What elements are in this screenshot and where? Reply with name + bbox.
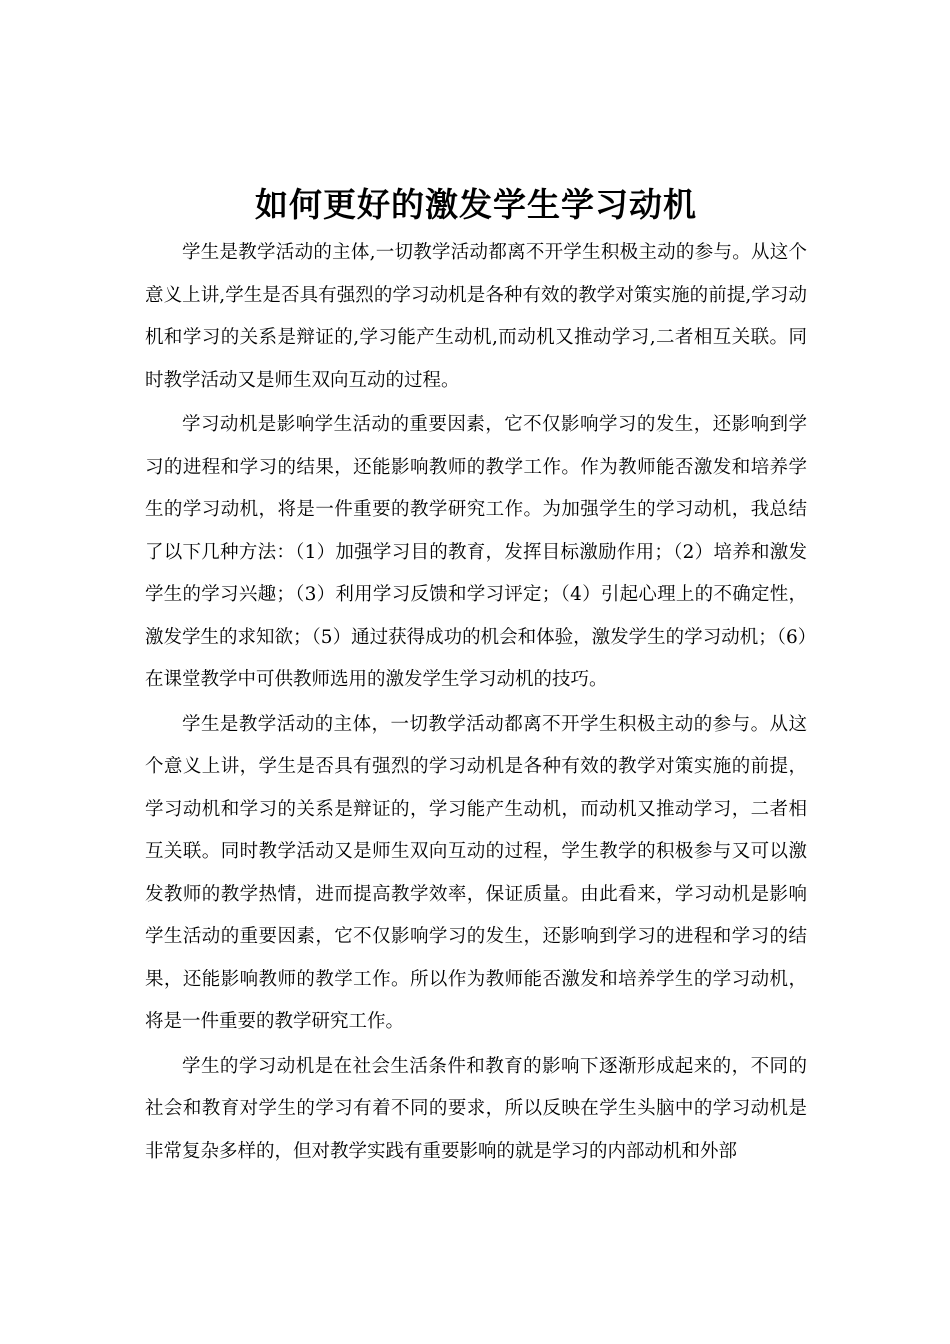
paragraph-4: 学生的学习动机是在社会生活条件和教育的影响下逐渐形成起来的，不同的社会和教育对学生的学习有着不同的要求，所以反映在学生头脑中的学习动机是非常复杂多样的，但对教学实践有重要影响的就是学习的内部动机和外部 <box>145 1055 807 1162</box>
document-title: 如何更好的激发学生学习动机 <box>255 185 697 224</box>
paragraph-3: 学生是教学活动的主体，一切教学活动都离不开学生积极主动的参与。从这个意义上讲，学生是否具有强烈的学习动机是各种有效的教学对策实施的前提，学习动机和学习的关系是辩证的，学习能产生动机，而动机又推动学习，二者相互关联。同时教学活动又是师生双向互动的过程，学生教学的积极参与又可以激发教师的教学热情，进而提高教学效率，保证质量。由此看来，学习动机是影响学生活动的重要因素，它不仅影响学习的发生，还影响到学习的进程和学习的结果，还能影响教师的教学工作。所以作为教师能否激发和培养学生的学习动机，将是一件重要的教学研究工作。 <box>145 713 807 1032</box>
paragraph-2: 学习动机是影响学生活动的重要因素，它不仅影响学习的发生，还影响到学习的进程和学习的结果，还能影响教师的教学工作。作为教师能否激发和培养学生的学习动机，将是一件重要的教学研究工作。为加强学生的学习动机，我总结了以下几种方法：（1）加强学习目的教育，发挥目标激励作用；（2）培养和激发学生的学习兴趣；（3）利用学习反馈和学习评定；（4）引起心理上的不确定性，激发学生的求知欲；（5）通过获得成功的机会和体验，激发学生的学习动机；（6）在课堂教学中可供教师选用的激发学生学习动机的技巧。 <box>145 414 807 690</box>
document-body <box>145 180 807 1175</box>
paragraph-1: 学生是教学活动的主体,一切教学活动都离不开学生积极主动的参与。从这个意义上讲,学生是否具有强烈的学习动机是各种有效的教学对策实施的前提,学习动机和学习的关系是辩证的,学习能产生动机,而动机又推动学习,二者相互关联。同时教学活动又是师生双向互动的过程。 <box>145 242 807 391</box>
